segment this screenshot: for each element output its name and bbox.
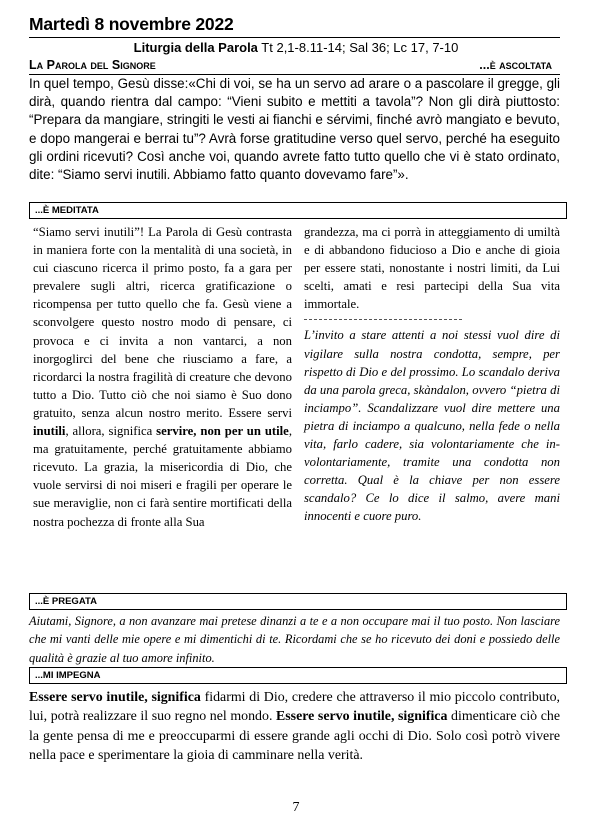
scandal-reflection: L’invito a stare attenti a noi stessi vuol dire di vigilare sulla nostra condotta, sempre, per rispetto di Dio e del prossimo. Lo scandalo deriva da una parola greca, skàndalon, ovvero “pietra di inciampo”. Scandalizzare vuol dire mettere una pietra di inciampo a qualcuno, nella fede o nella vita, farlo cadere, sia volontariamente che in-volontariamente, tramite una condotta non corretta. Qual è la chiave per non essere scandalo? Ce lo dice il salmo, avere mani innocenti e cuore puro.: [304, 328, 560, 524]
prayer-text: Aiutami, Signore, a non avanzare mai pretese dinanzi a te e a non occupare mai il tuo posto. Non lasciare che mi vanti delle mie opere e mi dimentichi di te. Ricordami che se ho ricevuto dei doni e possiedo delle qualità è grazie al tuo amore infinito.: [29, 614, 560, 665]
date-divider: [29, 37, 560, 38]
pregata-heading: ...È PREGATA: [29, 593, 567, 610]
meditation-bold-2: servire, non per un utile: [156, 424, 289, 439]
commitment-text-2: dimenticare ciò che la gente pensa di me e preoccuparmi di essere grande agli occhi di Dio. Solo così potrò vivere nella pace e sperimentare la gioia di camminare nella verità.: [29, 709, 560, 763]
meditation-text-1: “Siamo servi inutili”! La Parola di Gesù contrasta in maniera forte con la mentalità di una società, in cui ciascuno ricerca il primo posto, fa a gara per prevalere sugli altri, ricerca gratificazione o ricompensa per tutto quello che fa. Gesù viene a sconvolgere questo nostro modo di pensare, ci provoca e ci invita a non vantarci, a non inorgoglirci del bene che riusciamo a fare, a ricordarci la nostra fragilità di creature che devono tutto a Dio. Tutto ciò che noi siamo è Suo dono gratuito, senza alcun nostro merito. Essere servi: [33, 225, 292, 420]
meditation-column-left: [33, 223, 292, 531]
meditation-continuation: grandezza, ma ci porrà in atteggiamento di umiltà e di abbandono fiducioso a Dio e anche di gioia per essere stati, nonostante i nostri limiti, da Lui scelti, amati e resi partecipi della Sua vita immortale.: [304, 225, 560, 312]
meditation-text-2: , allora, significa: [65, 424, 157, 439]
page-number: 7: [292, 800, 300, 815]
commitment-text: [29, 688, 560, 765]
meditation-column-right: [304, 223, 560, 526]
meditata-heading: ...È MEDITATA: [29, 202, 567, 219]
parola-title: La Parola del Signore: [29, 58, 156, 72]
meditation-bold-1: inutili: [33, 424, 66, 439]
dashed-divider: [304, 319, 462, 320]
liturgy-label: Liturgia della Parola: [133, 40, 258, 55]
commitment-bold-2: Essere servo inutile, significa: [276, 709, 448, 725]
commitment-bold-1: Essere servo inutile, significa: [29, 690, 201, 705]
meditation-text-3: , ma gratuitamente, perché gratuitamente abbiamo ricevuto. La grazia, la misericordia di Dio, che vuole servirsi di noi miseri e fragili per operare le sue meraviglie, non ci farà sentire mortificati della nostra pochezza di fronte alla Sua: [33, 424, 292, 529]
commitment-text-1: fidarmi di Dio, credere che attraverso il mio piccolo contributo, lui, potrà realizzare il suo regno nel mondo.: [29, 690, 560, 725]
liturgy-line: [0, 40, 592, 55]
ascoltata-label: ...è ascoltata: [479, 58, 552, 72]
liturgy-readings: Tt 2,1-8.11-14; Sal 36; Lc 17, 7-10: [257, 40, 459, 55]
parola-header: [29, 58, 560, 72]
gospel-text: In quel tempo, Gesù disse:«Chi di voi, se ha un servo ad arare o a pascolare il gregge, gli dirà, quando rientra dal campo: “Vieni subito e mettiti a tavola”? Non gli dirà piuttosto: “Prepara da mangiare, stringiti le vesti ai fianchi e sérvimi, finché avrò mangiato e bevuto, e dopo mangerai e berrai tu”? Avrà forse gratitudine verso quel servo, perché ha eseguito gli ordini ricevuti? Così anche voi, quando avrete fatto tutto quello che vi è stato ordinato, dite: “Siamo servi inutili. Abbiamo fatto quanto dovevamo fare”».: [29, 76, 560, 183]
impegna-heading: ...MI IMPEGNA: [29, 667, 567, 684]
page-date: Martedì 8 novembre 2022: [29, 14, 234, 34]
